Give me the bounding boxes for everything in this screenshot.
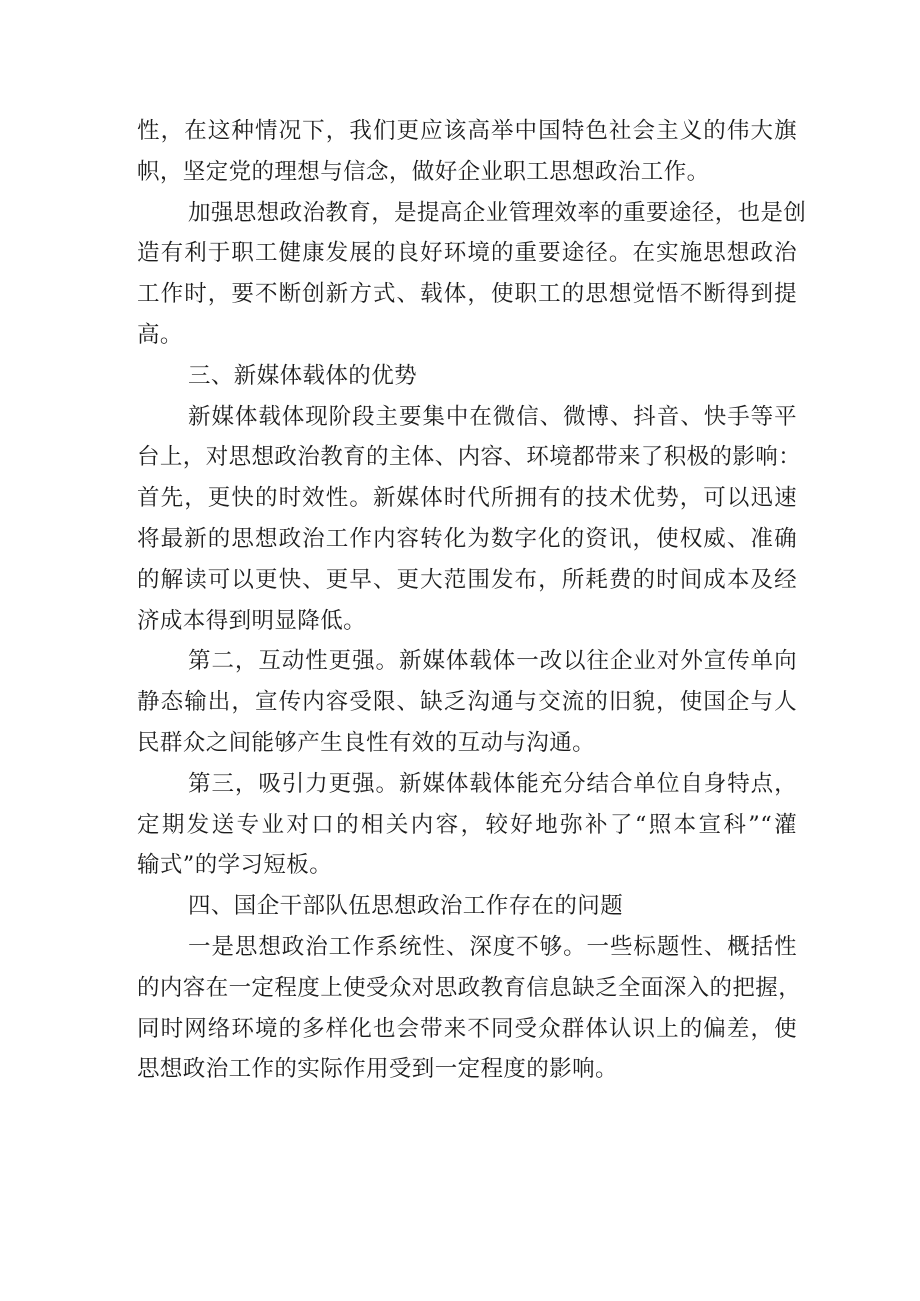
document-body (137, 111, 807, 1090)
text-line: 造有利于职工健康发展的良好环境的重要途径。在实施思想政治 (137, 240, 797, 267)
section-heading: 四、国企干部队伍思想政治工作存在的问题 (188, 893, 624, 920)
text-line: 首先，更快的时效性。新媒体时代所拥有的技术优势，可以迅速 (137, 485, 797, 512)
text-line: 第三，吸引力更强。新媒体载体能充分结合单位自身特点， (188, 770, 797, 797)
text-line: 定期发送专业对口的相关内容，较好地弥补了“照本宣科”“灌 (137, 811, 797, 838)
section-heading: 三、新媒体载体的优势 (188, 362, 418, 389)
text-line: 静态输出，宣传内容受限、缺乏沟通与交流的旧貌，使国企与人 (137, 689, 797, 716)
text-line: 济成本得到明显降低。 (137, 607, 367, 634)
text-line: 帜，坚定党的理想与信念，做好企业职工思想政治工作。 (137, 158, 710, 185)
text-line: 高。 (137, 321, 183, 348)
text-line: 新媒体载体现阶段主要集中在微信、微博、抖音、快手等平 (188, 403, 797, 430)
text-line: 思想政治工作的实际作用受到一定程度的影响。 (137, 1056, 618, 1083)
text-line: 台上，对思想政治教育的主体、内容、环境都带来了积极的影响： (137, 444, 802, 471)
text-line: 加强思想政治教育，是提高企业管理效率的重要途径，也是创 (188, 199, 807, 226)
text-line: 输式”的学习短板。 (137, 852, 333, 879)
text-line: 性，在这种情况下，我们更应该高举中国特色社会主义的伟大旗 (137, 118, 797, 144)
text-line: 同时网络环境的多样化也会带来不同受众群体认识上的偏差，使 (137, 1015, 797, 1042)
text-line: 民群众之间能够产生良性有效的互动与沟通。 (137, 729, 596, 756)
text-line: 第二，互动性更强。新媒体载体一改以往企业对外宣传单向 (188, 648, 797, 675)
text-line: 工作时，要不断创新方式、载体，使职工的思想觉悟不断得到提 (137, 281, 797, 308)
text-line: 的内容在一定程度上使受众对思政教育信息缺乏全面深入的把握， (137, 974, 802, 1001)
text-line: 将最新的思想政治工作内容转化为数字化的资讯，使权威、准确 (137, 525, 797, 552)
text-line: 一是思想政治工作系统性、深度不够。一些标题性、概括性 (188, 933, 797, 960)
text-line: 的解读可以更快、更早、更大范围发布，所耗费的时间成本及经 (137, 566, 797, 593)
